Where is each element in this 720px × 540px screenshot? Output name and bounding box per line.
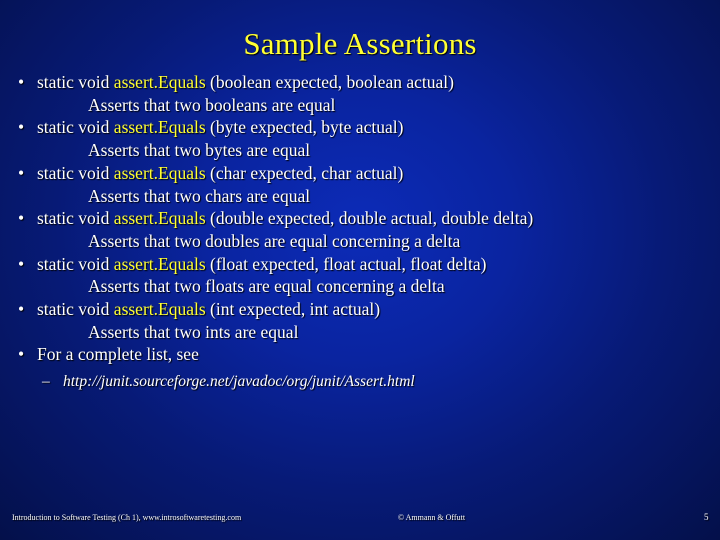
bullet-item-byte [18, 116, 708, 161]
bullet-list [18, 71, 708, 366]
signature-prefix: static void [37, 299, 114, 320]
bullet-description: Asserts that two chars are equal [88, 185, 311, 206]
signature-params: (boolean expected, boolean actual) [205, 72, 454, 92]
method-name: assert.Equals [113, 253, 206, 274]
slide-title: Sample Assertions [243, 26, 477, 61]
bullet-description: Asserts that two floats are equal concerning a delta [88, 276, 445, 297]
bullet-icon: • [18, 208, 25, 229]
bullet-signature [18, 116, 708, 139]
bullet-signature [18, 298, 708, 321]
complete-list-label: For a complete list, see [37, 344, 199, 365]
bullet-item-boolean [18, 71, 708, 116]
bullet-description: Asserts that two booleans are equal [88, 94, 336, 115]
bullet-icon: • [18, 117, 25, 138]
bullet-item-complete-list [18, 343, 708, 366]
bullet-signature [18, 162, 708, 185]
bullet-icon: • [18, 162, 25, 183]
bullet-signature [18, 207, 708, 230]
bullet-item-float [18, 253, 708, 298]
signature-params: (byte expected, byte actual) [205, 117, 404, 138]
signature-prefix: static void [37, 72, 114, 92]
signature-params: (float expected, float actual, float delta) [205, 253, 487, 274]
signature-params: (char expected, char actual) [205, 162, 404, 183]
bullet-signature [18, 253, 708, 276]
method-name: assert.Equals [113, 299, 206, 320]
footer-copyright: © Ammann & Offutt [398, 513, 466, 522]
bullet-item-int [18, 298, 708, 343]
method-name: assert.Equals [113, 162, 206, 183]
dash-icon: – [42, 373, 50, 390]
bullet-description: Asserts that two ints are equal [88, 321, 299, 342]
signature-params: (double expected, double actual, double delta) [205, 208, 534, 229]
bullet-icon: • [18, 299, 25, 320]
method-name: assert.Equals [113, 208, 206, 229]
bullet-icon: • [18, 253, 25, 274]
method-name: assert.Equals [113, 117, 206, 138]
footer-course-title: Introduction to Software Testing (Ch 1), www.introsoftwaretesting.com [12, 513, 242, 522]
signature-params: (int expected, int actual) [205, 299, 381, 320]
bullet-text [18, 343, 708, 366]
sub-bullet [42, 373, 415, 391]
signature-prefix: static void [37, 117, 114, 138]
page-number: 5 [704, 512, 709, 522]
bullet-icon: • [18, 72, 25, 92]
signature-prefix: static void [37, 208, 114, 229]
junit-assert-link[interactable]: http://junit.sourceforge.net/javadoc/org/junit/Assert.html [63, 373, 415, 390]
bullet-icon: • [18, 344, 25, 365]
bullet-item-double [18, 207, 708, 252]
bullet-signature [18, 71, 708, 94]
bullet-description: Asserts that two bytes are equal [88, 140, 311, 161]
signature-prefix: static void [37, 253, 114, 274]
bullet-item-char [18, 162, 708, 207]
bullet-description: Asserts that two doubles are equal concerning a delta [88, 230, 461, 251]
method-name: assert.Equals [113, 72, 206, 92]
signature-prefix: static void [37, 162, 114, 183]
